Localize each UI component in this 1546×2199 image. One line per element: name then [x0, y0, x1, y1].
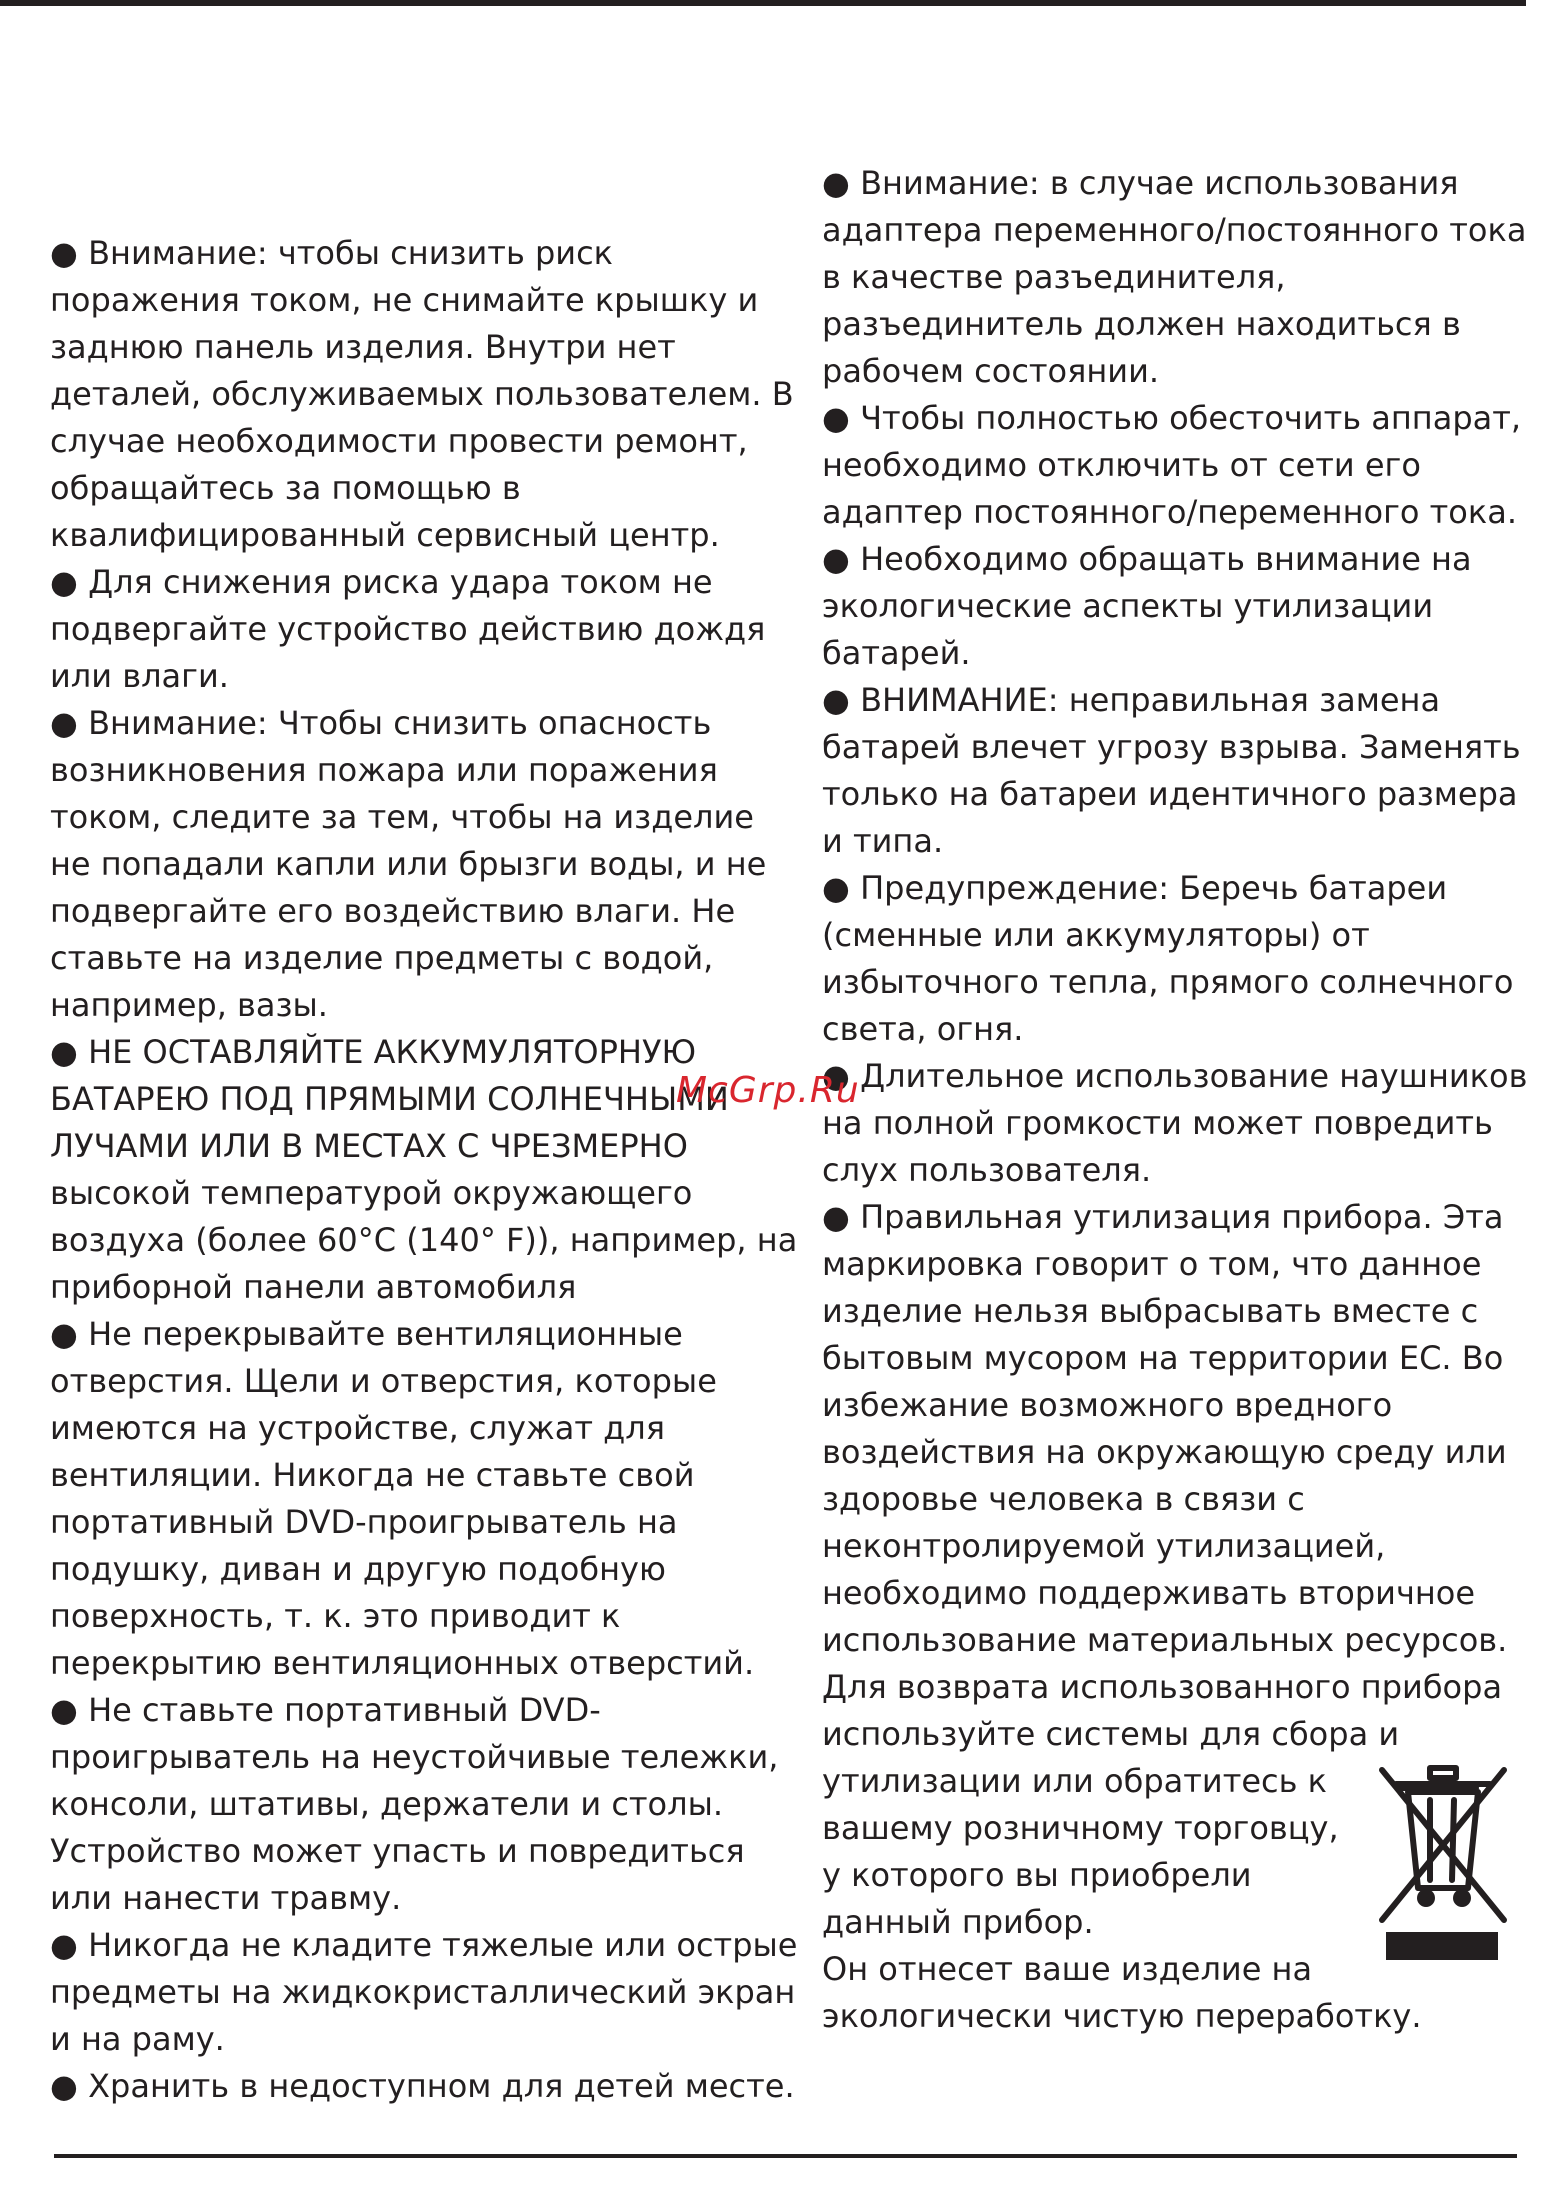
warning-unstable-surface: ● Не ставьте портативный DVD-проигрыватель на неустойчивые тележки, консоли, штативы, держатели и столы. Устройство может упасть и повредиться или нанести травму. [50, 1691, 779, 1917]
left-column [50, 230, 800, 2110]
warning-battery-heat: ● Предупреждение: Беречь батареи (сменные или аккумуляторы) от избыточного тепла, прямого солнечного света, огня. [822, 869, 1514, 1048]
warning-children: ● Хранить в недоступном для детей месте. [50, 2067, 795, 2105]
disposal-text-wide: ● Правильная утилизация прибора. Эта маркировка говорит о том, что данное изделие нельзя выбрасывать вместе с бытовым мусором на территории ЕС. Во избежание возможного вредного воздействия на окружающую среду или здоровье человека в связи с неконтролируемой утилизацией, необходимо поддерживать вторичное использование материальных ресурсов. Для возврата использованного прибора используйте системы для сбора и [822, 1198, 1508, 1753]
warning-battery-ecology: ● Необходимо обращать внимание на экологические аспекты утилизации батарей. [822, 540, 1472, 672]
crossed-out-wheelie-bin-icon [1372, 1760, 1512, 1960]
warning-battery-sun: ● НЕ ОСТАВЛЯЙТЕ АККУМУЛЯТОРНУЮ БАТАРЕЮ ПОД ПРЯМЫМИ СОЛНЕЧНЫМИ ЛУЧАМИ ИЛИ В МЕСТАХ С ЧРЕЗМЕРНО высокой температурой окружающего воздуха (более 60°C (140° F)), например, на приборной панели автомобиля [50, 1033, 798, 1306]
warning-shock-cover: ● Внимание: чтобы снизить риск поражения током, не снимайте крышку и заднюю панель изделия. Внутри нет деталей, обслуживаемых пользователем. В случае необходимости провести ремонт, обращайтесь за помощью в квалифицированный сервисный центр. [50, 234, 794, 554]
top-rule [0, 0, 1526, 6]
warning-adapter-disconnect: ● Внимание: в случае использования адаптера переменного/постоянного тока в качестве разъединителя, разъединитель должен находиться в рабочем состоянии. [822, 164, 1527, 390]
warning-heavy-objects: ● Никогда не кладите тяжелые или острые предметы на жидкокристаллический экран и на раму. [50, 1926, 798, 2058]
warning-battery-replacement: ● ВНИМАНИЕ: неправильная замена батарей влечет угрозу взрыва. Заменять только на батареи идентичного размера и типа. [822, 681, 1521, 860]
warning-power-off: ● Чтобы полностью обесточить аппарат, необходимо отключить от сети его адаптер постоянного/переменного тока. [822, 399, 1522, 531]
right-column [822, 160, 1542, 2040]
warning-ventilation: ● Не перекрывайте вентиляционные отверстия. Щели и отверстия, которые имеются на устройстве, служат для вентиляции. Никогда не ставьте свой портативный DVD-проигрыватель на подушку, диван и другую подобную поверхность, т. к. это приводит к перекрытию вентиляционных отверстий. [50, 1315, 755, 1682]
watermark: McGrp.Ru [676, 1070, 860, 1111]
bottom-rule [54, 2154, 1517, 2158]
warning-fire-water: ● Внимание: Чтобы снизить опасность возникновения пожара или поражения током, следите за тем, чтобы на изделие не попадали капли или брызги воды, и не подвергайте его воздействию влаги. Не ставьте на изделие предметы с водой, например, вазы. [50, 704, 767, 1024]
warning-rain-moisture: ● Для снижения риска удара током не подвергайте устройство действию дождя или влаги. [50, 563, 766, 695]
warning-headphones: ● Длительное использование наушников на полной громкости может повредить слух пользователя. [822, 1057, 1528, 1189]
disposal-text-end: Он отнесет ваше изделие на экологически чистую переработку. [822, 1950, 1422, 2035]
disposal-text-narrow: утилизации или обратитесь к вашему розничному торговцу, у которого вы приобрели данный прибор. [822, 1762, 1339, 1941]
